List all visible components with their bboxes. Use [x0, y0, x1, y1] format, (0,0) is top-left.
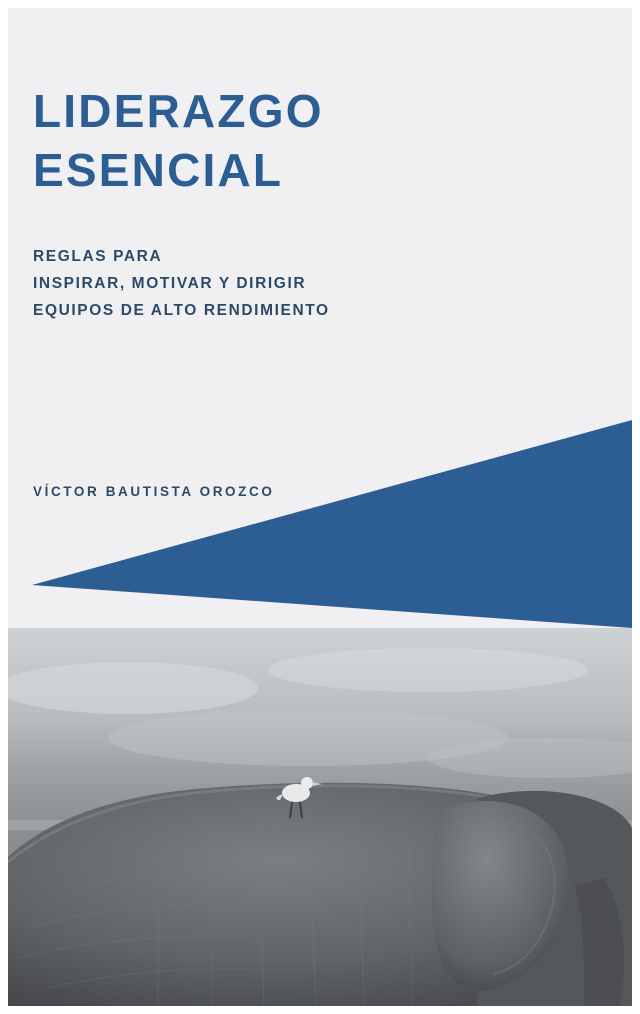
subtitle-line-3: EQUIPOS DE ALTO RENDIMIENTO: [33, 302, 330, 320]
blue-wedge-graphic: [8, 420, 632, 628]
title-line-1: LIDERAZGO: [33, 85, 324, 137]
elephant-photo: [8, 628, 632, 1006]
subtitle-line-1: REGLAS PARA: [33, 248, 163, 265]
subtitle-line-2: INSPIRAR, MOTIVAR Y DIRIGIR: [33, 275, 307, 293]
cover-title: [33, 82, 593, 200]
cover-subtitle: [33, 243, 593, 324]
title-line-2: ESENCIAL: [33, 143, 284, 196]
author-name: VÍCTOR BAUTISTA OROZCO: [33, 484, 275, 499]
